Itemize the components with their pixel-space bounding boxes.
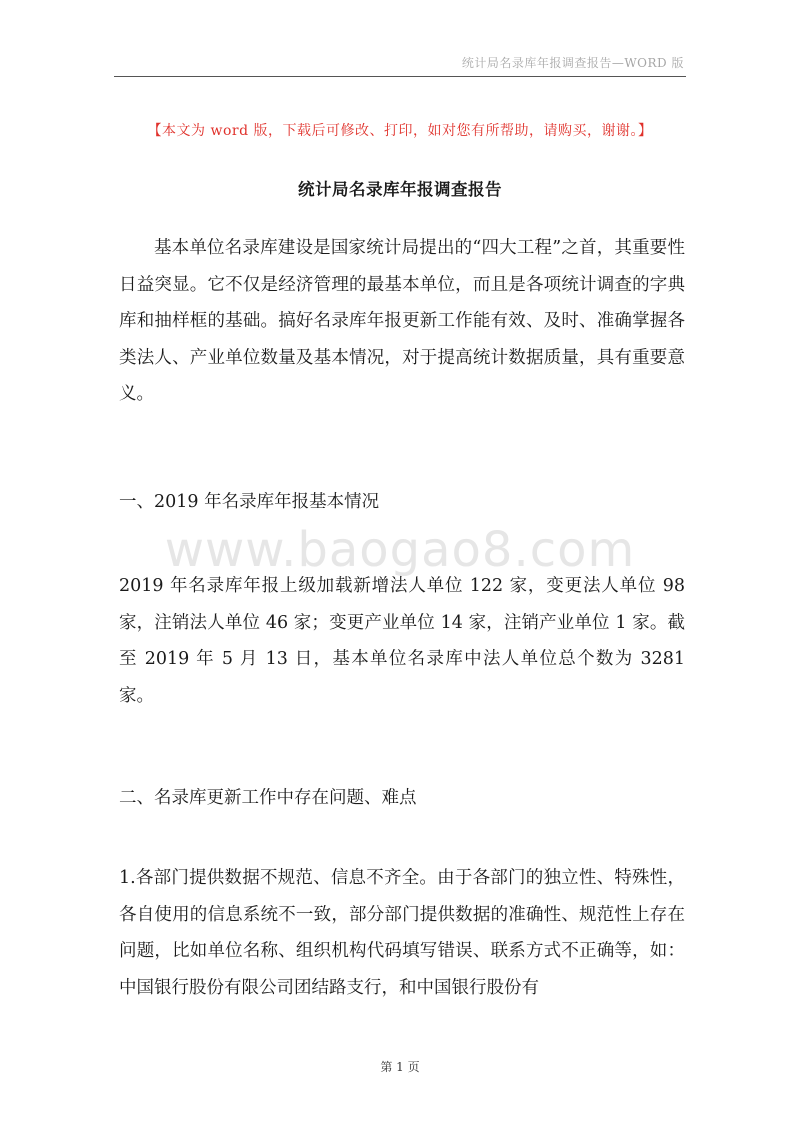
document-title: 统计局名录库年报调查报告 bbox=[298, 180, 502, 199]
section-1-heading: 一、2019 年名录库年报基本情况 bbox=[119, 492, 380, 512]
page-header: 统计局名录库年报调查报告—WORD 版 bbox=[461, 56, 684, 70]
header-divider bbox=[114, 76, 686, 77]
watermark-text: www.baogao8.com bbox=[164, 522, 636, 578]
section-1-body: 2019 年名录库年报上级加载新增法人单位 122 家，变更法人单位 98 家，注销法人单位 46 家；变更产业单位 14 家，注销产业单位 1 家。截至 2019 年 5 月 13 日，基本单位名录库中法人单位总个数为 3281 家。 bbox=[119, 576, 685, 706]
section-2-item-1: 1.各部门提供数据不规范、信息不齐全。由于各部门的独立性、特殊性，各自使用的信息系统不一致，部分部门提供数据的准确性、规范性上存在问题，比如单位名称、组织机构代码填写错误、联系方式不正确等，如：中国银行股份有限公司团结路支行，和中国银行股份有 bbox=[119, 868, 685, 998]
download-notice: 【本文为 word 版，下载后可修改、打印，如对您有所帮助，请购买，谢谢。】 bbox=[147, 123, 653, 139]
page-number: 第 1 页 bbox=[380, 1060, 420, 1074]
intro-paragraph: 基本单位名录库建设是国家统计局提出的“四大工程”之首，其重要性日益突显。它不仅是经济管理的最基本单位，而且是各项统计调查的字典库和抽样框的基础。搞好名录库年报更新工作能有效、及时、准确掌握各类法人、产业单位数量及基本情况，对于提高统计数据质量，具有重要意义。 bbox=[119, 238, 685, 404]
section-2-heading: 二、名录库更新工作中存在问题、难点 bbox=[119, 788, 417, 808]
